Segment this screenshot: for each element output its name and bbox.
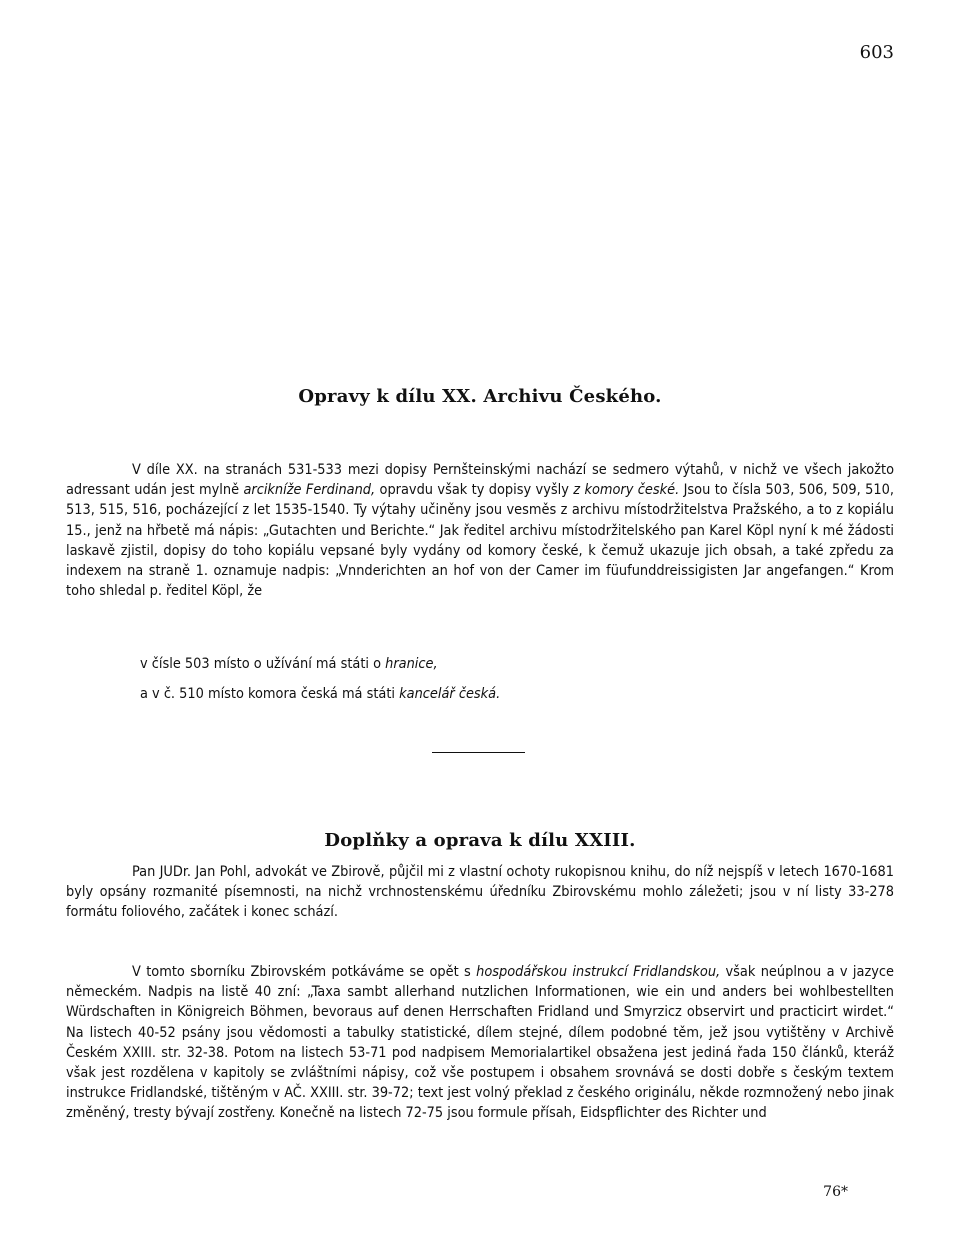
text-run: v čísle 503 místo o užívání má státi o: [140, 656, 386, 672]
document-page: [66, 0, 894, 1235]
text-run: opravdu však ty dopisy vyšly: [375, 482, 574, 499]
section-divider: [432, 752, 525, 753]
text-run: V tomto sborníku Zbirovském potkáváme se opět s: [132, 964, 477, 980]
text-run: Jsou to čísla 503, 506, 509, 510, 513, 515, 516, pocházející z let 1535-1540. Ty výtahy učiněny jsou vesměs z archivu místodržitelstva Pražského, a to z kopiálu 15., jenž na hřbetě má nápis: „Gutachten und Berichte.“ Jak ředitel archivu místodržitelského pan Karel Köpl nyní k mé žádosti laskavě zjistil, dopisy do toho kopiálu vepsané byly vydány od komory české, k čemuž ukazuje jich obsah, a také zpředu za indexem na straně 1. oznamuje nadpis: „Vnnderichten an hof von der Camer im füufunddreissigisten Jar angefangen.“ Krom toho shledal p. ředitel Köpl, že: [66, 482, 894, 600]
paragraph-manuscript: Pan JUDr. Jan Pohl, advokát ve Zbirově, půjčil mi z vlastní ochoty rukopisnou knihu, do níž nejspíš v letech 1670-1681 byly opsány rozmanité písemnosti, na nichž vrchnostenskému úředníku Zbirovskému mohlo záležeti; jsou v ní listy 33-278 formátu foliového, začátek i konec schází.: [66, 864, 894, 921]
section-title-corrections-xx: Opravy k dílu XX. Archivu Českého.: [298, 386, 662, 407]
paragraph-instruction: [66, 962, 894, 1124]
text-run: však neúplnou a v jazyce německém. Nadpis na listě 40 zní: „Taxa sambt allerhand nutzlichen Informationen, wie ein und anders bei wohlbestellten Würdschaften in Königreich Böhmen, bevoraus auf denen Herrschaften Fridland und Smyrzicz observirt und practicirt wirdet.“ Na listech 40-52 psány jsou vědomosti a tabulky statistické, dílem stejné, dílem podobné těm, jež jsou vytištěny v Archivě Českém XXIII. str. 32-38. Potom na listech 53-71 pod nadpisem Memorialartikel obsažena jest jediná řada 150 článků, kteráž však jest rozdělena v kapitoly se zvláštními nápisy, což vše postupem i obsahem srovnává se dosti dobře s českým textem instrukce Fridlandské, tištěným v AČ. XXIII. str. 39-72; text jest volný překlad z českého originálu, někde rozmnožený nebo jinak změněný, tresty bývají zostřeny. Konečně na listech 72-75 jsou formule přísah, Eidspflichter des Richter und: [66, 964, 895, 1122]
text-run: V díle XX. na stranách 531-533 mezi dopisy Pernšteinskými nachází se sedmero výtahů, v nichž ve všech jakožto adressant udán jest mylně: [66, 462, 894, 499]
page-number: 603: [859, 42, 894, 63]
paragraph-corrections-xx: [66, 460, 894, 601]
section-title-additions-xxiii: Doplňky a oprava k dílu XXIII.: [324, 830, 636, 851]
italic-run: kancelář česká.: [399, 686, 501, 702]
signature-mark: 76*: [823, 1184, 848, 1200]
italic-run: arcikníže Ferdinand,: [243, 482, 376, 499]
text-run: a v č. 510 místo komora česká má státi: [140, 686, 400, 702]
italic-run: hranice,: [385, 656, 438, 672]
correction-line-503: [140, 656, 438, 672]
italic-run: z komory české.: [573, 482, 680, 499]
italic-run: hospodářskou instrukcí Fridlandskou,: [476, 964, 721, 980]
correction-line-510: [140, 686, 500, 702]
